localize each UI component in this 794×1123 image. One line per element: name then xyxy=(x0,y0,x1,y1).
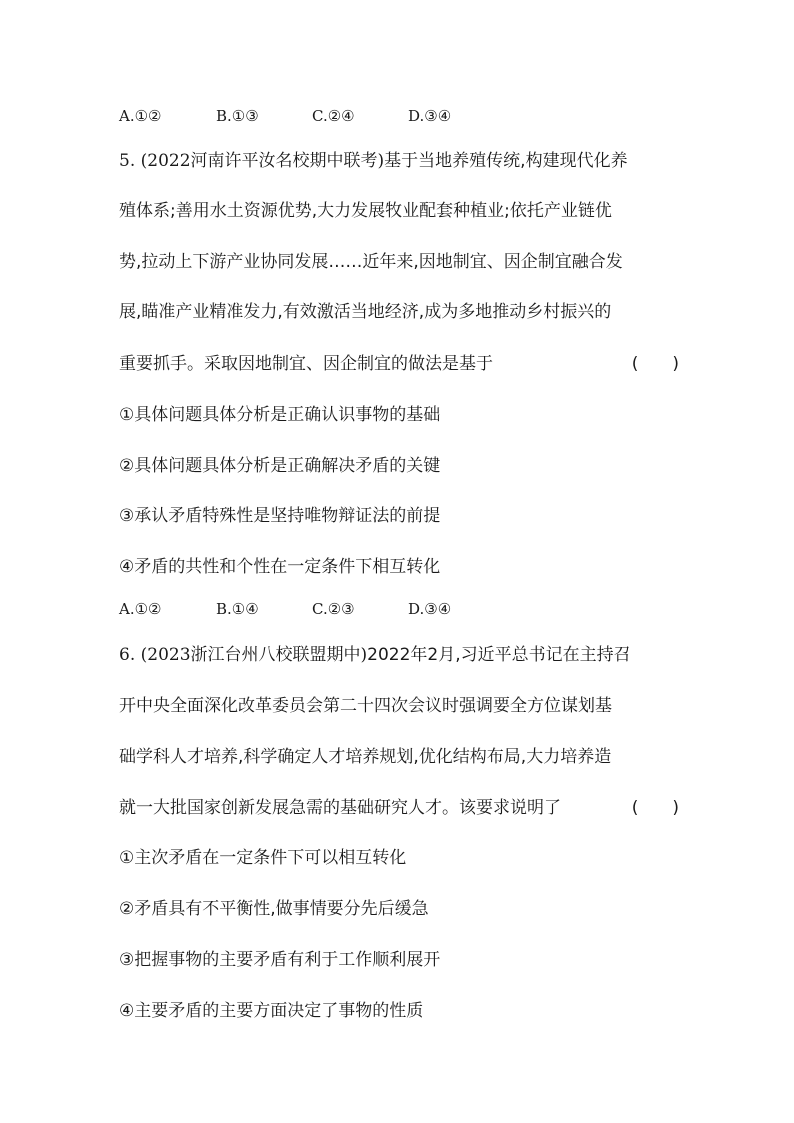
q5-stem-line-4: 展,瞄准产业精准发力,有效激活当地经济,成为多地推动乡村振兴的 xyxy=(119,302,612,322)
q5-stem-text-5: 重要抓手。采取因地制宜、因企制宜的做法是基于 xyxy=(119,354,493,374)
q6-option-1: ①主次矛盾在一定条件下可以相互转化 xyxy=(119,848,407,868)
q6-number: 6. xyxy=(119,645,136,665)
q5-choice-c[interactable]: C.②③ xyxy=(312,600,355,618)
q5-choice-a[interactable]: A.①② xyxy=(119,600,162,618)
q6-option-3: ③把握事物的主要矛盾有利于工作顺利展开 xyxy=(119,950,441,970)
q5-source: (2022河南许平汝名校期中联考) xyxy=(140,151,385,171)
q6-stem-text-1: 2022年2月,习近平总书记在主持召 xyxy=(367,645,631,665)
q5-answer-blank[interactable]: ( ) xyxy=(631,354,679,374)
q5-choice-b[interactable]: B.①④ xyxy=(216,600,259,618)
q5-stem-line-1 xyxy=(119,149,679,173)
q5-stem-text-1: 基于当地养殖传统,构建现代化养 xyxy=(384,151,628,171)
q5-option-2: ②具体问题具体分析是正确解决矛盾的关键 xyxy=(119,456,441,476)
q6-stem-line-1 xyxy=(119,643,679,667)
q6-stem-line-3: 础学科人才培养,科学确定人才培养规划,优化结构布局,大力培养造 xyxy=(119,747,612,767)
q6-option-4: ④主要矛盾的主要方面决定了事物的性质 xyxy=(119,1001,424,1021)
q4-choice-b[interactable]: B.①③ xyxy=(216,107,259,125)
q4-choices xyxy=(119,104,539,128)
q6-source: (2023浙江台州八校联盟期中) xyxy=(140,645,368,665)
q5-stem-line-5 xyxy=(119,352,679,376)
q6-stem-line-2: 开中央全面深化改革委员会第二十四次会议时强调要全方位谋划基 xyxy=(119,696,612,716)
q6-stem-text-4: 就一大批国家创新发展急需的基础研究人才。该要求说明了 xyxy=(119,798,561,818)
q6-option-2: ②矛盾具有不平衡性,做事情要分先后缓急 xyxy=(119,899,429,919)
q5-option-1: ①具体问题具体分析是正确认识事物的基础 xyxy=(119,405,441,425)
q5-stem-line-2: 殖体系;善用水土资源优势,大力发展牧业配套种植业;依托产业链优 xyxy=(119,201,612,221)
q5-choice-d[interactable]: D.③④ xyxy=(408,600,452,618)
q6-answer-blank[interactable]: ( ) xyxy=(631,798,679,818)
q4-choice-c[interactable]: C.②④ xyxy=(312,107,355,125)
q5-option-4: ④矛盾的共性和个性在一定条件下相互转化 xyxy=(119,557,441,577)
q5-stem-line-3: 势,拉动上下游产业协同发展……近年来,因地制宜、因企制宜融合发 xyxy=(119,252,623,272)
q5-choices xyxy=(119,597,539,621)
q4-choice-a[interactable]: A.①② xyxy=(119,107,162,125)
q6-stem-line-4 xyxy=(119,796,679,820)
q5-option-3: ③承认矛盾特殊性是坚持唯物辩证法的前提 xyxy=(119,506,441,526)
q5-number: 5. xyxy=(119,151,136,171)
q4-choice-d[interactable]: D.③④ xyxy=(408,107,452,125)
